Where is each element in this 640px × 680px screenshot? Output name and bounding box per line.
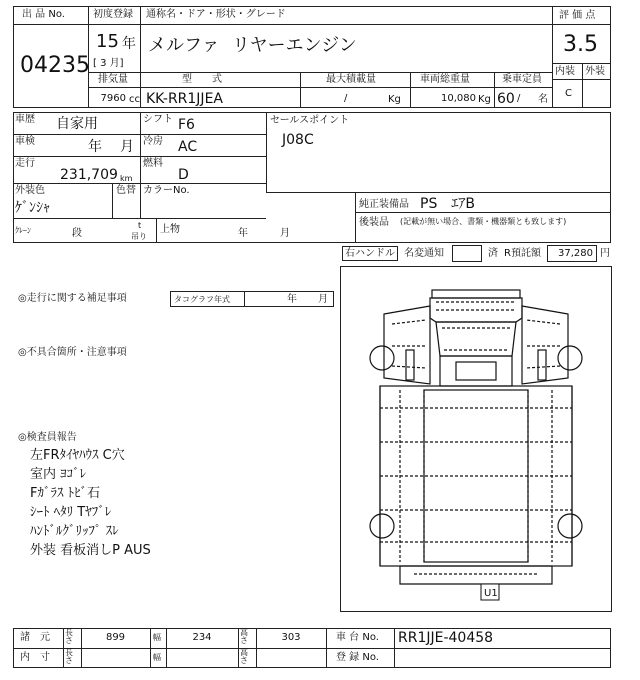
name-change-box <box>452 245 482 262</box>
recycle-label: 済 <box>488 248 498 259</box>
gross-weight-label: 車両総重量 <box>420 74 470 85</box>
model-label: 通称名・ドア・形状・グレード <box>146 9 286 20</box>
height-value: 303 <box>281 632 301 643</box>
fuel-label: 燃料 <box>143 158 163 169</box>
chassis-value: RR1JJE-40458 <box>398 630 494 646</box>
ac-label: 冷房 <box>143 136 163 147</box>
damage-mark-u1: U1 <box>484 588 498 599</box>
max-load-label: 最大積載量 <box>326 74 376 85</box>
width-label: 幅 <box>153 633 161 642</box>
inspection-year-unit: 年 <box>88 139 102 155</box>
ac-value: AC <box>178 139 198 155</box>
max-load-value: / <box>344 93 348 104</box>
capacity-label: 乗車定員 <box>502 74 542 85</box>
inner-size-label: 内 寸 <box>20 652 50 663</box>
gross-weight-value: 10,080 <box>441 93 476 104</box>
aftermarket-label: 後装品 <box>359 217 389 228</box>
width-value: 234 <box>192 632 212 643</box>
score-label: 評 価 点 <box>559 10 596 21</box>
color-value: ｹﾞﾝｼｬ <box>15 200 50 216</box>
upper-label: 上物 <box>160 224 180 235</box>
capacity-unit: 名 <box>538 94 548 105</box>
steering-value: 右ハンドル <box>345 248 395 259</box>
exterior-label: 外装 <box>585 66 605 77</box>
genuine-equipment-label: 純正装備品 <box>359 199 409 210</box>
inspector-line-6: 外装 看板消しP AUS <box>30 543 151 558</box>
vehicle-damage-diagram <box>340 266 612 612</box>
color-code-label: カラーNo. <box>143 185 190 196</box>
score-value: 3.5 <box>563 32 598 57</box>
model-code: KK-RR1JJEA <box>146 91 223 107</box>
length-label: 長さ <box>65 628 73 645</box>
sales-point-text: J08C <box>282 132 314 148</box>
mileage-unit: km <box>120 174 133 183</box>
name-change-label: 名変通知 <box>404 248 444 259</box>
first-reg-label: 初度登録 <box>93 9 133 20</box>
lot-number: 04235 <box>20 53 90 78</box>
displacement-label: 排気量 <box>98 74 128 85</box>
model-grade: リヤーエンジン <box>232 35 357 56</box>
gross-weight-unit: Kg <box>478 94 491 105</box>
first-reg-month: [ 3 月] <box>93 58 124 69</box>
interior-grade: C <box>565 88 572 99</box>
type-label: 型 式 <box>182 74 222 85</box>
capacity-value: 60 <box>497 91 515 107</box>
recycle-unit: 円 <box>600 248 610 259</box>
displacement-unit: cc <box>129 94 140 105</box>
sales-point-label: セールスポイント <box>270 115 350 126</box>
history-value: 自家用 <box>56 116 98 132</box>
fuel-value: D <box>178 167 189 183</box>
crane-lift-unit: 吊り <box>131 232 147 241</box>
displacement-value: 7960 <box>100 93 126 104</box>
genuine-equipment-items: PS ｴｱB <box>420 196 475 212</box>
interior-label: 内装 <box>555 66 575 77</box>
inspector-line-1: 左FRﾀｲﾔﾊｳｽ C穴 <box>30 448 125 463</box>
inspector-report-label: ◎検査員報告 <box>18 432 77 443</box>
length-value: 899 <box>105 632 126 643</box>
inspection-label: 車検 <box>15 136 35 147</box>
first-reg-year: 15 <box>96 31 119 52</box>
recycle-amount-label: R預託額 <box>504 248 541 259</box>
year-unit: 年 <box>122 36 136 52</box>
inner-height-label: 高さ <box>240 648 248 665</box>
crane-label: ｸﾚｰﾝ <box>15 226 31 235</box>
tachograph-label: タコグラフ年式 <box>174 295 230 304</box>
inspector-line-5: ﾊﾝﾄﾞﾙｸﾞﾘｯﾌﾟ ｽﾚ <box>30 524 119 539</box>
max-load-unit: Kg <box>388 94 401 105</box>
color-change-label: 色替 <box>116 185 136 196</box>
inspector-line-2: 室内 ﾖｺﾞﾚ <box>30 467 87 482</box>
registration-label: 登 録 No. <box>336 652 379 663</box>
chassis-label: 車 台 No. <box>336 632 379 643</box>
driving-notes-label: ◎走行に関する補足事項 <box>18 293 127 304</box>
capacity-sep: / <box>517 93 521 104</box>
defects-label: ◎不具合箇所・注意事項 <box>18 347 127 358</box>
mileage-value: 231,709 <box>60 167 118 183</box>
inspection-month-unit: 月 <box>120 139 134 155</box>
upper-year-unit: 年 <box>238 228 248 239</box>
height-label: 高さ <box>240 628 248 645</box>
model-name: メルファ <box>148 35 220 56</box>
crane-stage-unit: 段 <box>72 228 82 239</box>
history-label: 車歴 <box>15 114 35 125</box>
shift-value: F6 <box>178 117 195 133</box>
inner-width-label: 幅 <box>153 653 161 662</box>
spec-label: 諸 元 <box>20 632 50 643</box>
lot-label: 出 品 No. <box>22 9 65 20</box>
color-label: 外装色 <box>15 185 45 196</box>
shift-label: シフト <box>143 114 173 125</box>
inner-length-label: 長さ <box>65 648 73 665</box>
inspector-line-4: ｼｰﾄ ﾍﾀﾘ Tﾔﾌﾞﾚ <box>30 505 112 520</box>
aftermarket-note: (記載が無い場合、書類・機器類とも致します) <box>400 217 567 226</box>
upper-month-unit: 月 <box>280 228 290 239</box>
recycle-amount-value: 37,280 <box>558 248 593 259</box>
crane-ton-unit: t <box>138 221 142 230</box>
inspector-line-3: Fｶﾞﾗｽ ﾄﾋﾞ石 <box>30 486 101 501</box>
mileage-label: 走行 <box>15 158 35 169</box>
tacho-year-unit: 年 <box>287 294 297 305</box>
tacho-month-unit: 月 <box>318 294 328 305</box>
